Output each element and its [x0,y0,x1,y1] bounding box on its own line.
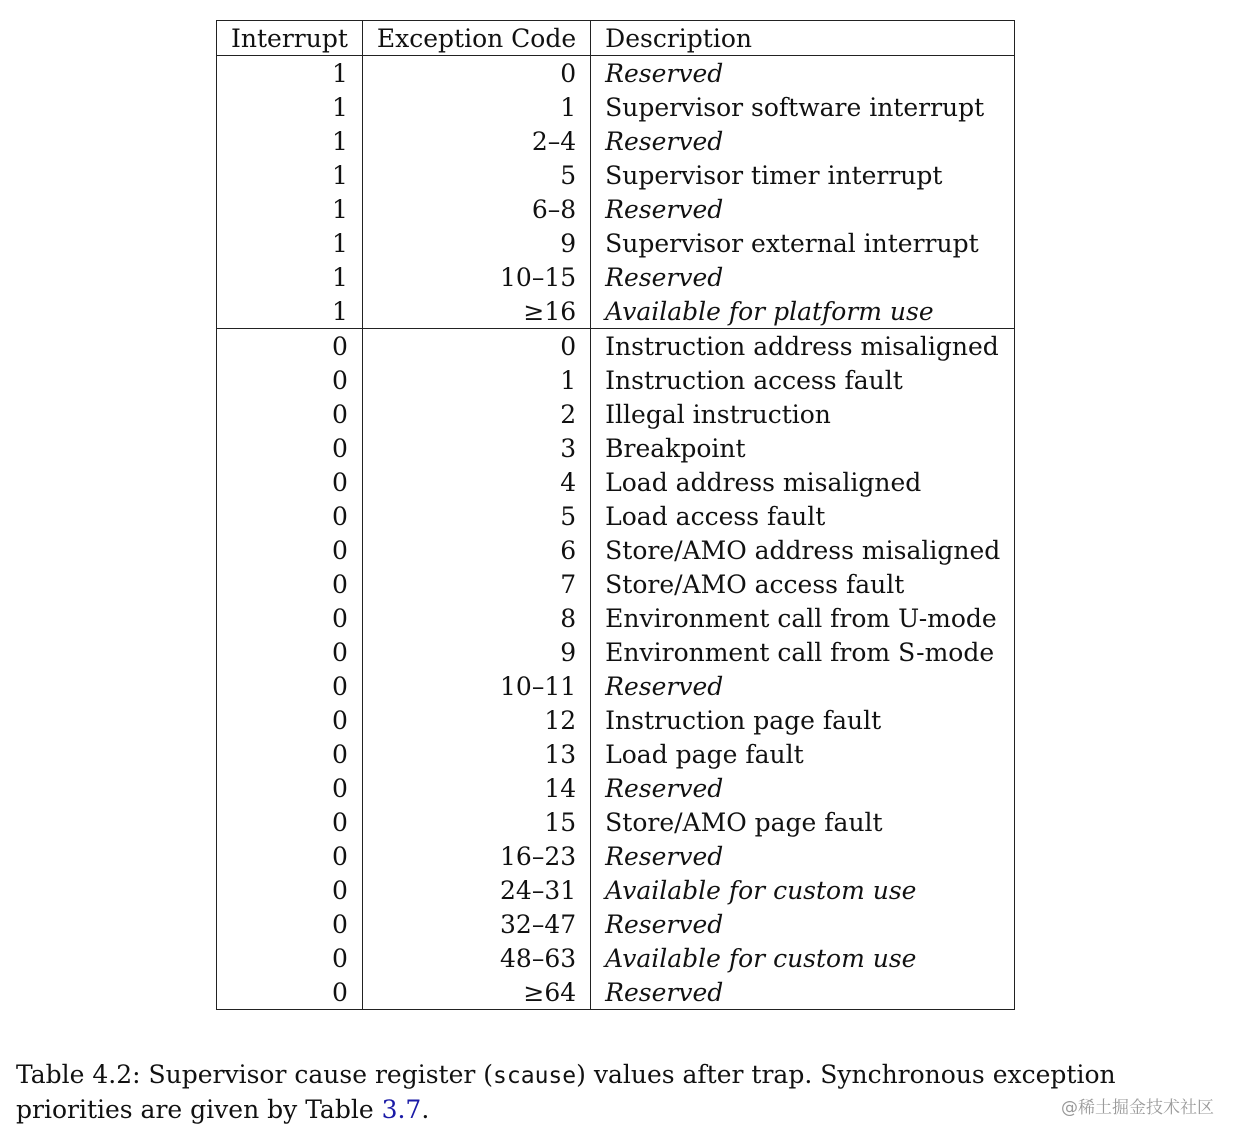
interrupt-cell: 0 [331,433,348,463]
exception-code-cell: 9 [362,226,590,260]
interrupt-cell: 1 [331,58,348,88]
exception-code-cell: 3 [362,431,590,465]
exception-rows-group [217,329,1015,1010]
table-row [217,669,1015,703]
interrupt-cell: 0 [331,603,348,633]
exception-code-cell: 14 [362,771,590,805]
table-row [217,158,1015,192]
table-caption [16,1058,1196,1127]
interrupt-cell: 0 [331,671,348,701]
interrupt-cell: 0 [331,739,348,769]
caption-middle: ) values after trap. Synchronous exception priorities are given by Table [16,1060,1116,1124]
interrupt-cell: 0 [331,807,348,837]
description-cell: Instruction page fault [591,703,1015,737]
description-cell: Reserved [591,907,1015,941]
interrupt-cell: 1 [331,228,348,258]
scause-table [216,20,1015,1010]
exception-code-cell: 9 [362,635,590,669]
interrupt-rows-group [217,56,1015,329]
interrupt-cell: 0 [331,977,348,1007]
description-cell: Instruction access fault [591,363,1015,397]
interrupt-cell: 0 [331,467,348,497]
table-row [217,601,1015,635]
header-row [217,21,1015,56]
table-row [217,873,1015,907]
interrupt-cell: 1 [331,160,348,190]
table-reference-link[interactable]: 3.7 [381,1095,422,1124]
interrupt-cell: 0 [331,399,348,429]
exception-code-cell: 12 [362,703,590,737]
description-cell: Store/AMO address misaligned [591,533,1015,567]
exception-code-cell: 6 [362,533,590,567]
description-cell: Supervisor timer interrupt [591,158,1015,192]
interrupt-cell: 1 [331,126,348,156]
interrupt-cell: 0 [331,365,348,395]
table-row [217,363,1015,397]
interrupt-cell: 0 [331,569,348,599]
exception-code-cell: 24–31 [362,873,590,907]
description-cell: Load address misaligned [591,465,1015,499]
interrupt-cell: 0 [331,501,348,531]
table-row [217,465,1015,499]
interrupt-cell: 1 [331,296,348,326]
exception-code-cell: 2 [362,397,590,431]
exception-code-cell: 7 [362,567,590,601]
interrupt-cell: 1 [331,262,348,292]
description-cell: Instruction address misaligned [591,329,1015,364]
description-cell: Breakpoint [591,431,1015,465]
interrupt-cell: 0 [331,841,348,871]
interrupt-cell: 0 [331,909,348,939]
description-cell: Reserved [591,260,1015,294]
description-cell: Store/AMO access fault [591,567,1015,601]
description-cell: Available for platform use [591,294,1015,329]
exception-code-cell: 2–4 [362,124,590,158]
interrupt-cell: 0 [331,535,348,565]
exception-code-cell: 4 [362,465,590,499]
exception-code-cell: 0 [362,56,590,91]
table-row [217,124,1015,158]
description-cell: Environment call from U-mode [591,601,1015,635]
description-cell: Store/AMO page fault [591,805,1015,839]
exception-code-cell: ≥64 [362,975,590,1010]
exception-code-cell: 16–23 [362,839,590,873]
table-row [217,499,1015,533]
caption-prefix: Table 4.2: Supervisor cause register ( [16,1060,494,1089]
table-row [217,192,1015,226]
exception-code-cell: 32–47 [362,907,590,941]
exception-code-cell: 5 [362,499,590,533]
interrupt-cell: 0 [217,329,363,364]
description-cell: Available for custom use [591,941,1015,975]
description-cell: Reserved [591,839,1015,873]
description-cell: Environment call from S-mode [591,635,1015,669]
table-row [217,771,1015,805]
table-row [217,329,1015,364]
table-row [217,260,1015,294]
interrupt-cell: 1 [331,194,348,224]
interrupt-cell: 0 [331,637,348,667]
table-row [217,294,1015,329]
exception-code-cell: 1 [362,90,590,124]
table-row [217,90,1015,124]
description-cell: Supervisor software interrupt [591,90,1015,124]
table-row [217,533,1015,567]
exception-code-cell: 48–63 [362,941,590,975]
description-cell: Illegal instruction [591,397,1015,431]
table-row [217,226,1015,260]
watermark: @稀土掘金技术社区 [1061,1098,1214,1118]
interrupt-cell: 0 [331,773,348,803]
table-row [217,839,1015,873]
table-row [217,907,1015,941]
header-interrupt: Interrupt [217,21,363,56]
table-row [217,941,1015,975]
table-row [217,431,1015,465]
description-cell: Reserved [591,669,1015,703]
description-cell: Reserved [591,56,1015,91]
interrupt-cell: 0 [331,875,348,905]
exception-code-cell: 8 [362,601,590,635]
exception-code-cell: 10–11 [362,669,590,703]
description-cell: Reserved [591,975,1015,1010]
interrupt-cell: 1 [331,92,348,122]
exception-code-cell: 1 [362,363,590,397]
description-cell: Load access fault [591,499,1015,533]
header-exception-code: Exception Code [362,21,590,56]
exception-code-cell: ≥16 [362,294,590,329]
table-row [217,56,1015,91]
description-cell: Reserved [591,771,1015,805]
exception-code-cell: 0 [362,329,590,364]
exception-code-cell: 5 [362,158,590,192]
table-row [217,975,1015,1010]
header-description: Description [591,21,1015,56]
description-cell: Load page fault [591,737,1015,771]
table-row [217,737,1015,771]
table-row [217,635,1015,669]
exception-code-cell: 15 [362,805,590,839]
caption-suffix: . [421,1095,430,1124]
interrupt-cell: 0 [331,943,348,973]
table-row [217,703,1015,737]
caption-register-name: scause [493,1063,577,1089]
description-cell: Supervisor external interrupt [591,226,1015,260]
exception-code-cell: 10–15 [362,260,590,294]
table-row [217,805,1015,839]
table-row [217,567,1015,601]
exception-code-cell: 13 [362,737,590,771]
interrupt-cell: 0 [331,705,348,735]
exception-code-cell: 6–8 [362,192,590,226]
description-cell: Available for custom use [591,873,1015,907]
description-cell: Reserved [591,124,1015,158]
table-row [217,397,1015,431]
description-cell: Reserved [591,192,1015,226]
